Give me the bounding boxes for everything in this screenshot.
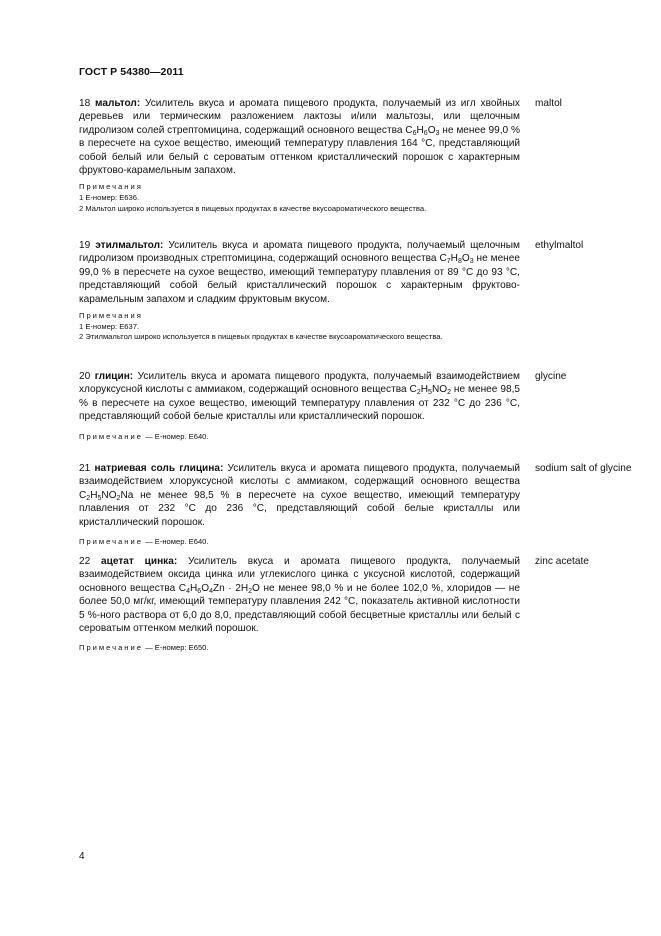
term-entry-18 [79,97,520,214]
term-entry-22 [79,555,520,654]
chemical-formula: $C_2H_5NO_2Na$ [79,489,134,502]
term-number: 22 [79,556,91,567]
term-name: ацетат цинка: [101,556,178,567]
term-number: 18 [79,98,91,109]
note-item: 1 Е-номер: Е636. [79,193,140,203]
english-term-22: zinc acetate [535,556,589,567]
term-definition: 21 натриевая соль глицина: Усилитель вкуса и аромата пищевого продукта, получаемый взаимодействием хлоруксусной кислоты с аммиаком, содержащий основного вещества $C_2H_5NO_2Na$ не менее 98,5 % в пересчете на сухое вещество, имеющий температуру плавления от 232 °С до 236 °С, представляющий собой белые кристаллы или кристаллический порошок. [79,463,520,528]
notes-block [79,311,520,343]
note-label: Примечание [79,537,143,547]
term-name: мальтол: [95,98,141,109]
note-text: — Е-номер: Е650. [142,643,209,653]
note-item: 2 Мальтол широко используется в пищевых продуктах в качестве вкусоароматического вещества. [79,203,427,213]
note-line [79,643,520,654]
note-label: Примечание [79,643,143,653]
term-name: натриевая соль глицина: [94,463,224,474]
chemical-formula: $C_2H_5NO_2$ [409,384,451,397]
notes-heading: Примечания [79,182,143,192]
english-term-19: ethylmaltol [535,240,584,251]
note-label: Примечание [79,431,143,441]
term-definition: 22 ацетат цинка: Усилитель вкуса и аромата пищевого продукта, получаемый взаимодействием оксида цинка или углекислого цинка с уксусной кислотой, содержащий основного вещества $C_4H_6O_4Zn \cdot 2H_2O$ не менее 98,0 % и не более 102,0 %, хлоридов — не более 50,0 мг/кг, имеющий температуру плавления 242 °С, показатель активной кислотности 5 %-ного раствора от 6,0 до 8,0, представляющий собой бесцветные кристаллы или белый с сероватым оттенком мелкий порошок. [79,556,520,635]
term-entry-19 [79,239,520,343]
term-name: глицин: [94,371,134,382]
notes-heading: Примечания [79,311,143,321]
term-number: 19 [79,240,91,251]
term-definition: 20 глицин: Усилитель вкуса и аромата пищевого продукта, получаемый взаимодействием хлоруксусной кислоты с аммиаком, содержащий основного вещества $C_2H_5NO_2$ не менее 98,5 % в пересчете на сухое вещество, имеющий температуру плавления от 232 °С до 236 °С, представляющий собой белые кристаллы или кристаллический порошок. [79,371,520,423]
term-entry-21 [79,462,520,548]
note-line [79,432,520,443]
term-name: этилмальтол: [95,240,164,251]
term-number: 20 [79,371,91,382]
term-entry-20 [79,370,520,442]
note-text: — Е-номер. Е640. [142,537,209,547]
note-item: 1 Е-номер: Е637. [79,321,140,331]
note-line [79,537,520,548]
chemical-formula: $C_6H_6O_3$ [405,124,440,137]
note-item: 2 Этилмальтол широко используется в пищевых продуктах в качестве вкусоароматического вещества. [79,332,443,342]
notes-block [79,182,520,214]
term-definition: 18 мальтол: Усилитель вкуса и аромата пищевого продукта, получаемый из игл хвойных деревьев или термическим разложением лактозы и/или мальтозы, или щелочным гидролизом солей стрептомицина, содержащий основного вещества $C_6H_6O_3$ не менее 99,0 % в пересчете на сухое вещество, имеющий температуру плавления 164 °С, представляющий собой белый или белый с сероватым оттенком кристаллический порошок с характерным фруктово-карамельным запахом. [79,98,520,177]
term-definition: 19 этилмальтол: Усилитель вкуса и аромата пищевого продукта, получаемый щелочным гидролизом производных стрептомицина, содержащий основного вещества $C_7H_8O_3$ не менее 99,0 % в пересчете на сухое вещество, имеющий температуру плавления от 89 °С до 93 °С, представляющий собой белый кристаллический порошок с характерным фруктово-карамельным запахом и сладким фруктовым вкусом. [79,240,520,305]
english-term-18: maltol [535,98,562,109]
chemical-formula: $C_4H_6O_4Zn \cdot 2H_2O$ [178,582,260,595]
english-term-20: glycine [535,371,567,382]
english-term-21: sodium salt of glycine [535,463,632,474]
document-header: ГОСТ Р 54380—2011 [79,66,184,78]
note-text: — Е-номер. Е640. [142,431,209,441]
page-number: 4 [79,851,85,862]
term-number: 21 [79,463,91,474]
chemical-formula: $C_7H_8O_3$ [439,253,474,266]
